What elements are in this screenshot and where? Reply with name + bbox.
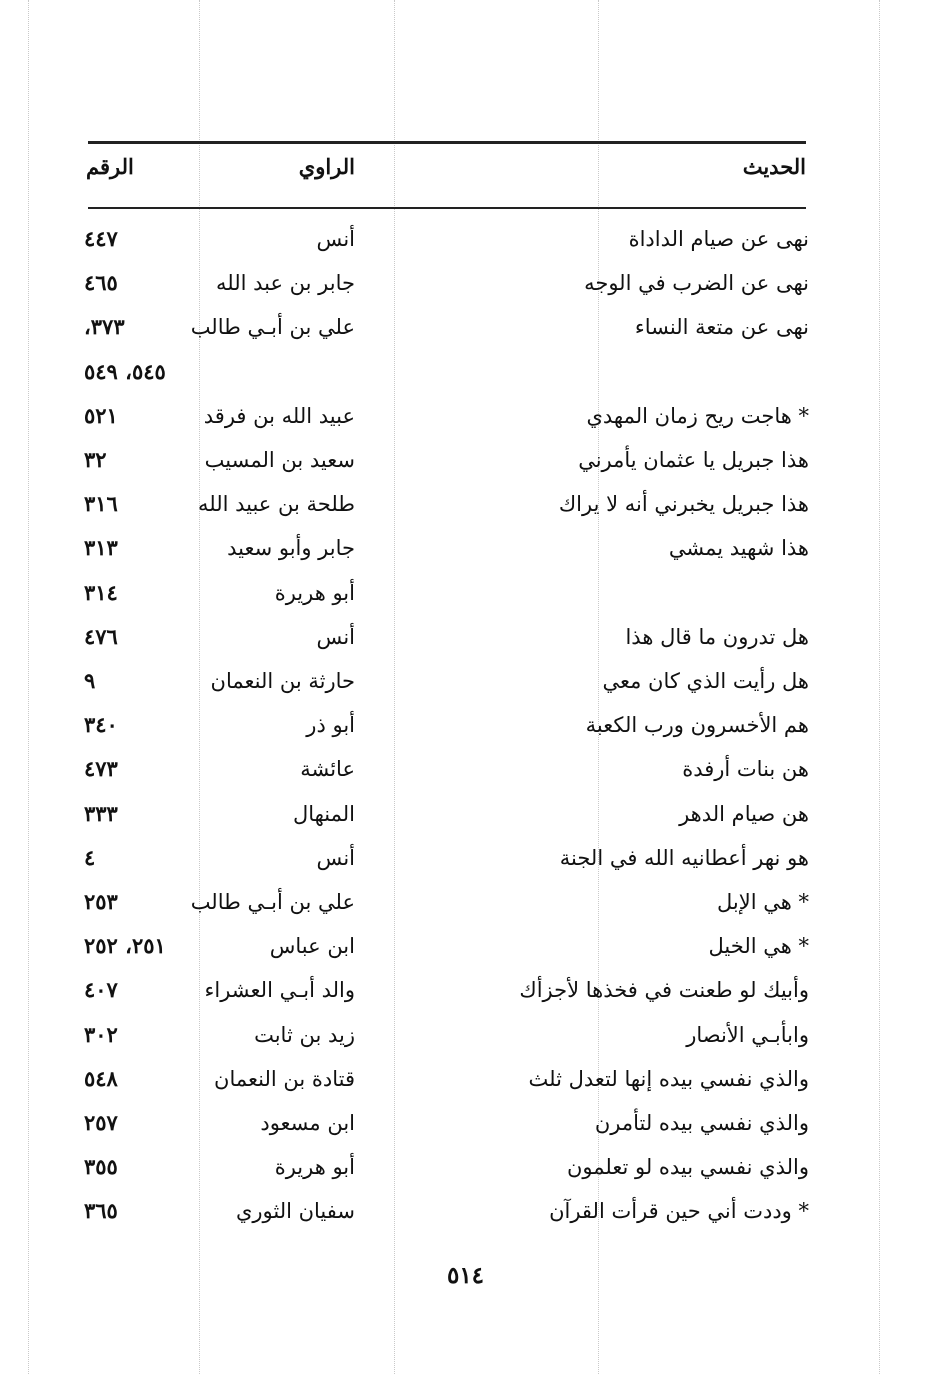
table-row: [0, 396, 931, 436]
table-row: [0, 749, 931, 789]
table-row: [0, 528, 931, 568]
table-row: [0, 617, 931, 657]
narrator-text: ابن عباس: [269, 934, 355, 959]
hadith-number: ٣٥٥: [84, 1154, 118, 1180]
hadith-text: والذي نفسي بيده لو تعلمون: [566, 1155, 809, 1180]
hadith-text: هذا جبريل يخبرني أنه لا يراك: [558, 492, 809, 517]
hadith-number: ٤٧٣: [84, 756, 118, 782]
narrator-text: قتادة بن النعمان: [214, 1066, 355, 1091]
hadith-text: * وددت أني حين قرأت القرآن: [549, 1199, 809, 1224]
narrator-text: أنس: [316, 845, 355, 870]
hadith-text: هن بنات أرفدة: [682, 757, 809, 782]
hadith-number: ٣١٤: [84, 579, 118, 605]
header-rule: [88, 207, 806, 209]
table-row: [0, 573, 931, 613]
hadith-text: هل تدرون ما قال هذا: [625, 624, 809, 649]
table-row: [0, 219, 931, 259]
hadith-text: وأبيك لو طعنت في فخذها لأجزأك: [519, 978, 809, 1003]
narrator-text: أبو هريرة: [274, 580, 355, 605]
header-rawi: الراوي: [298, 154, 355, 179]
narrator-text: أبو ذر: [306, 713, 355, 738]
hadith-number: ٣٢: [84, 447, 107, 472]
hadith-text: والذي نفسي بيده إنها لتعدل ثلث: [528, 1066, 809, 1091]
hadith-number: ٤: [84, 844, 96, 870]
narrator-text: والد أبـي العشراء: [204, 978, 355, 1003]
narrator-text: ابن مسعود: [260, 1111, 355, 1135]
hadith-number: ٤٦٥: [84, 270, 118, 296]
hadith-number: ٥٤٥، ٥٤٩: [84, 358, 166, 384]
narrator-text: طلحة بن عبيد الله: [197, 492, 355, 517]
table-row: [0, 1015, 931, 1055]
hadith-text: * هاجت ريح زمان المهدي: [586, 403, 809, 428]
narrator-text: سفيان الثوري: [235, 1199, 355, 1224]
narrator-text: أنس: [316, 624, 355, 649]
hadith-number: ٣١٦: [84, 491, 118, 517]
narrator-text: سعيد بن المسيب: [204, 448, 355, 472]
hadith-number: ٣٣٣: [84, 800, 118, 826]
hadith-number: ٣١٣: [84, 535, 118, 561]
narrator-text: أنس: [316, 227, 355, 251]
hadith-text: والذي نفسي بيده لتأمرن: [594, 1111, 809, 1135]
table-row: [0, 1191, 931, 1231]
hadith-text: هو نهر أعطانيه الله في الجنة: [559, 845, 809, 870]
narrator-text: جابر وأبو سعيد: [227, 536, 355, 561]
hadith-number: ٢٥٧: [84, 1110, 118, 1135]
table-row: [0, 352, 931, 392]
table-row: [0, 440, 931, 480]
narrator-text: علي بن أبـي طالب: [190, 890, 355, 914]
table-row: [0, 794, 931, 834]
narrator-text: عائشة: [300, 757, 355, 782]
table-row: [0, 882, 931, 922]
table-row: [0, 1103, 931, 1143]
hadith-text: هذا شهيد يمشي: [668, 536, 809, 561]
narrator-text: حارثة بن النعمان: [210, 669, 355, 693]
table-row: [0, 705, 931, 745]
hadith-text: وابأبـي الأنصار: [686, 1022, 809, 1047]
hadith-number: ٣٦٥: [84, 1198, 118, 1224]
hadith-number: ٩: [84, 668, 96, 693]
hadith-number: ٥٢١: [84, 402, 118, 428]
hadith-number: ٤٧٦: [84, 623, 118, 649]
table-row: [0, 970, 931, 1010]
hadith-text: نهى عن الضرب في الوجه: [584, 271, 809, 296]
hadith-text: هل رأيت الذي كان معي: [602, 669, 809, 693]
hadith-text: هم الأخسرون ورب الكعبة: [585, 713, 809, 738]
hadith-text: * هي الخيل: [708, 934, 809, 959]
table-row: [0, 263, 931, 303]
hadith-number: ٤٠٧: [84, 977, 118, 1003]
hadith-number: ٤٤٧: [84, 226, 118, 251]
hadith-text: نهى عن متعة النساء: [634, 315, 809, 340]
hadith-number: ٥٤٨: [84, 1065, 118, 1091]
hadith-number: ٣٧٣،: [84, 314, 125, 340]
page-number: ٥١٤: [446, 1262, 485, 1289]
hadith-text: هذا جبريل يا عثمان يأمرني: [578, 448, 809, 472]
narrator-text: أبو هريرة: [274, 1155, 355, 1180]
hadith-number: ٢٥٣: [84, 889, 118, 914]
table-row: [0, 484, 931, 524]
narrator-text: المنهال: [292, 801, 355, 826]
table-row: [0, 661, 931, 701]
table-row: [0, 307, 931, 347]
hadith-number: ٢٥١، ٢٥٢: [84, 933, 166, 959]
narrator-text: جابر بن عبد الله: [215, 271, 355, 296]
header-hadith: الحديث: [742, 154, 806, 179]
hadith-text: هن صيام الدهر: [679, 801, 809, 826]
table-row: [0, 1059, 931, 1099]
table-row: [0, 838, 931, 878]
narrator-text: عبيد الله بن فرقد: [203, 403, 355, 428]
header-number: الرقم: [86, 154, 134, 179]
narrator-text: زيد بن ثابت: [254, 1022, 355, 1047]
hadith-text: * هي الإبل: [717, 890, 809, 914]
table-row: [0, 926, 931, 966]
hadith-number: ٣٤٠: [84, 712, 118, 738]
hadith-text: نهى عن صيام الداداة: [628, 227, 809, 251]
top-rule: [88, 141, 806, 144]
narrator-text: علي بن أبـي طالب: [190, 315, 355, 340]
hadith-number: ٣٠٢: [84, 1021, 118, 1047]
table-row: [0, 1147, 931, 1187]
